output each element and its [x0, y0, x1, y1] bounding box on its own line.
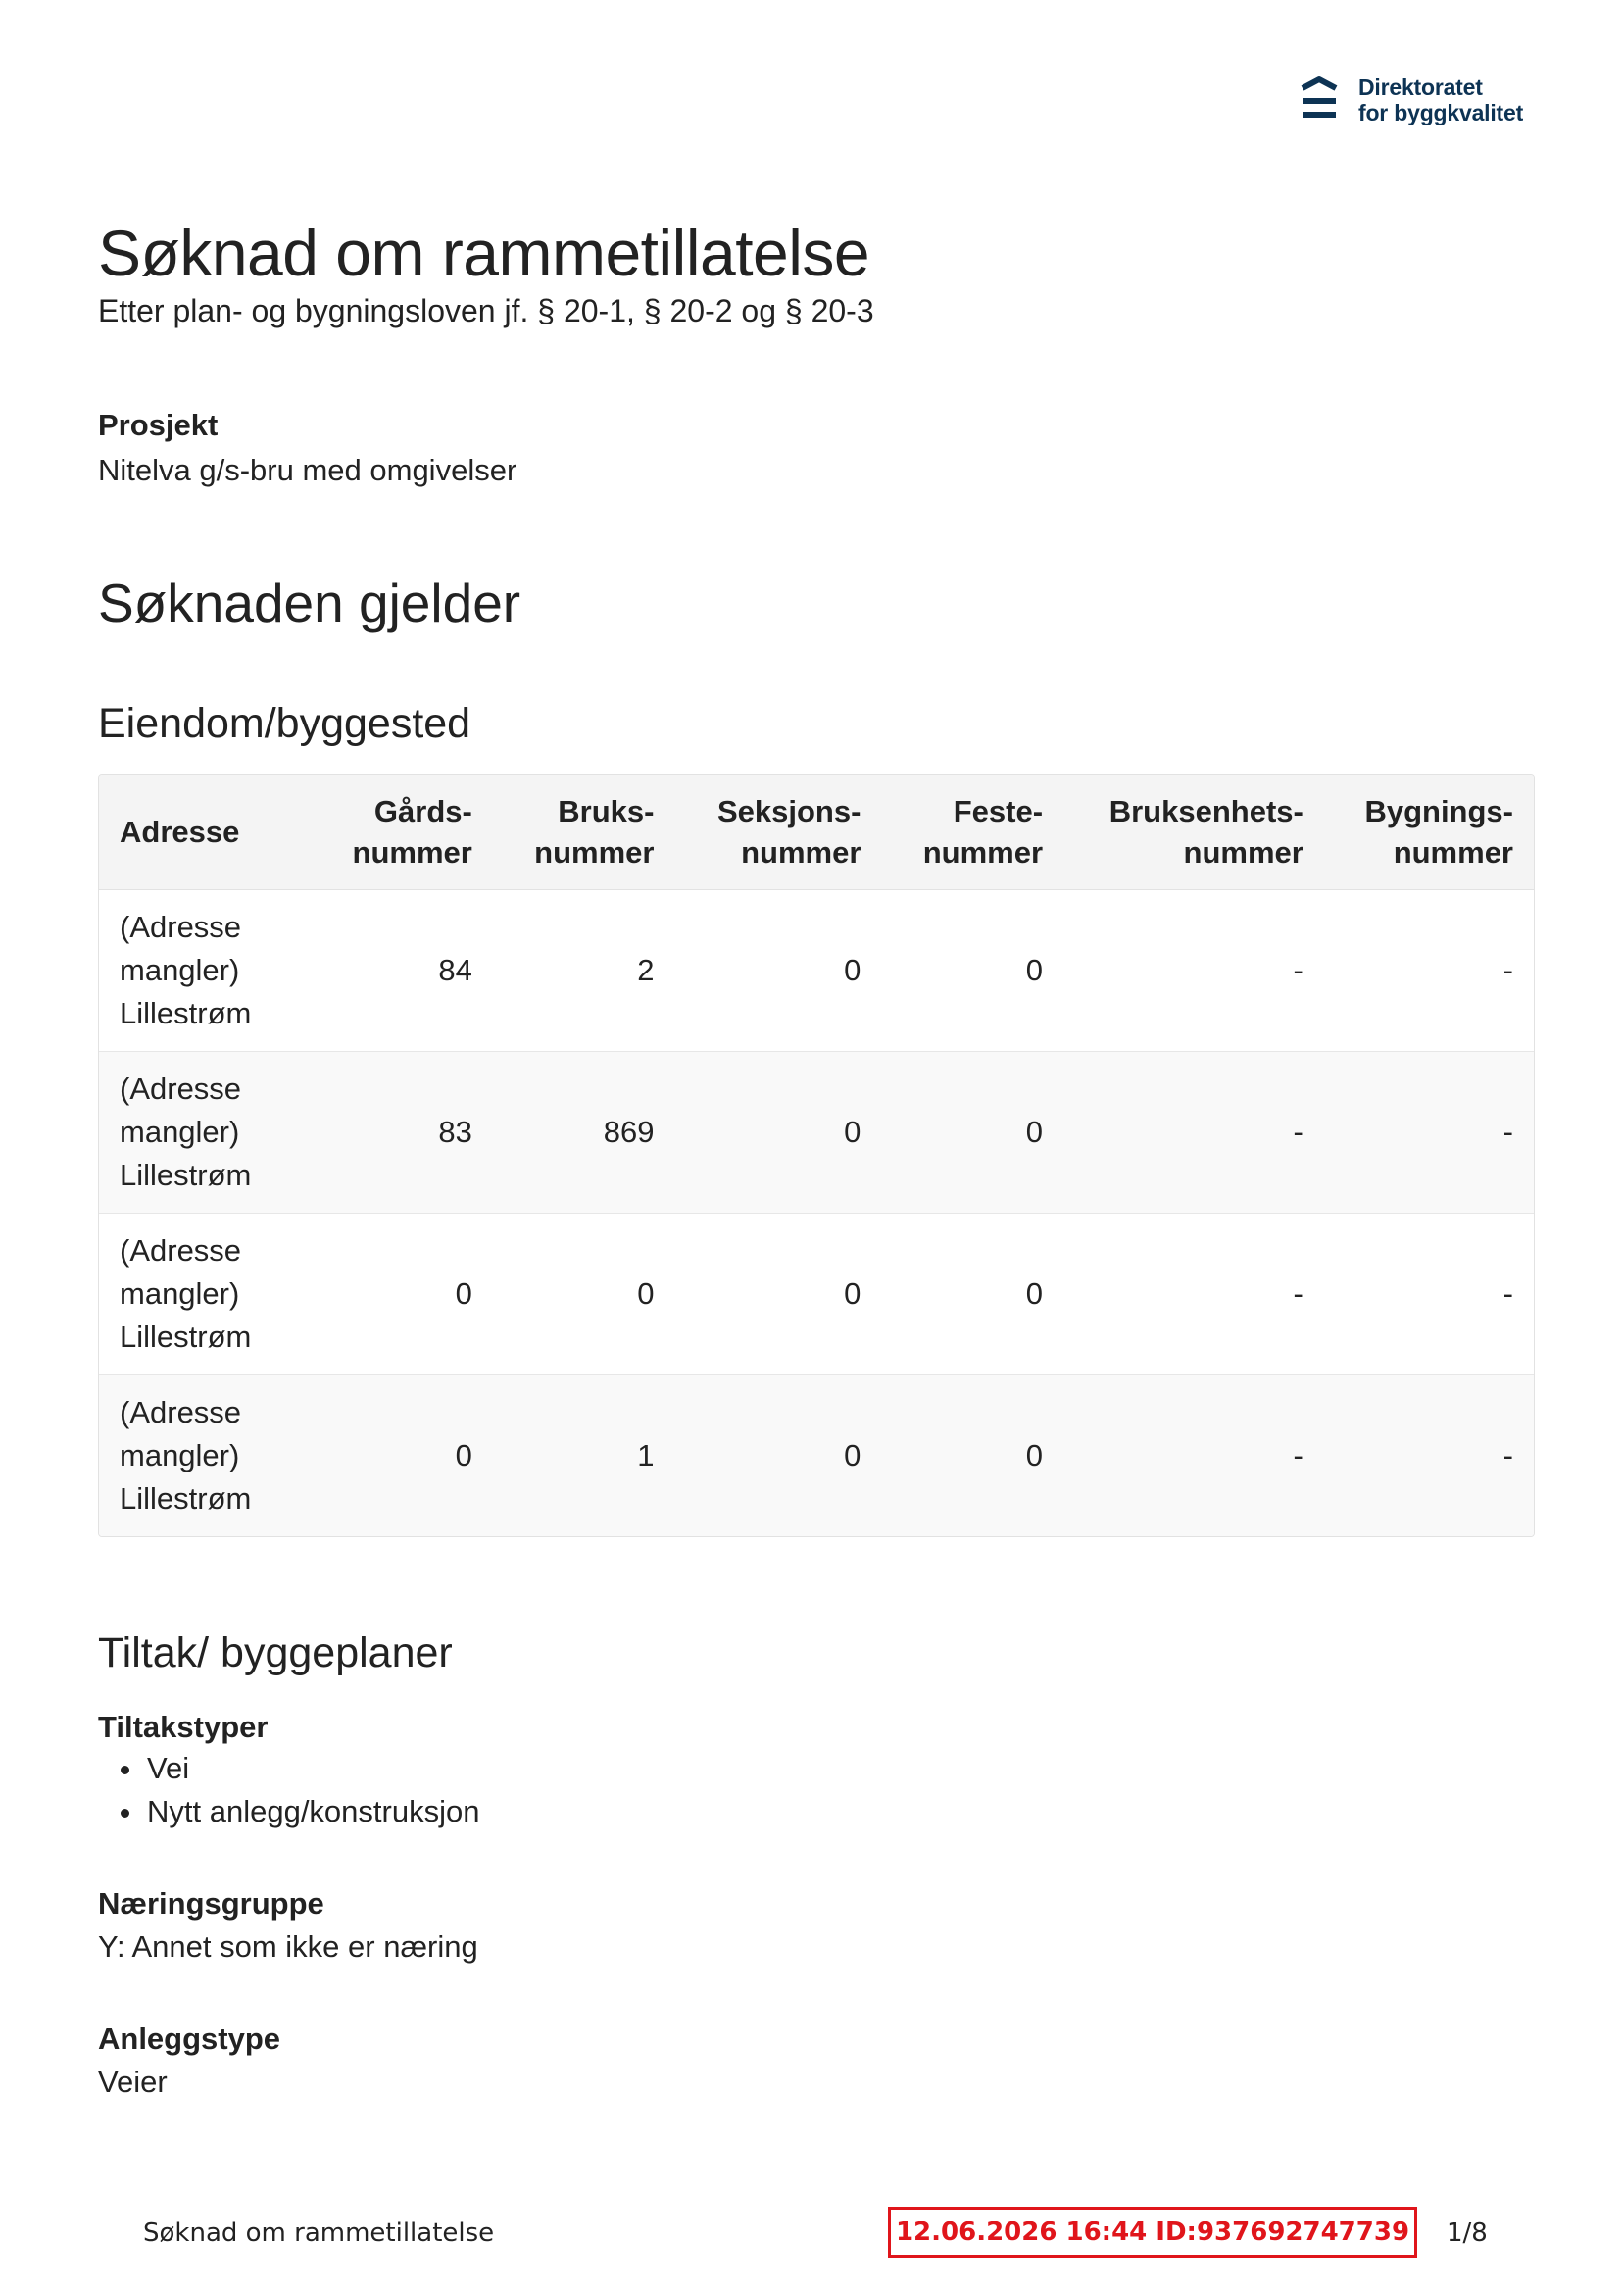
timestamp-id-stamp: 12.06.2026 16:44 ID:937692747739	[888, 2207, 1417, 2258]
col-header-bygning: Bygnings- nummer	[1324, 775, 1534, 890]
cell-fnr: 0	[881, 1375, 1063, 1537]
cell-address: (Adresse mangler) Lillestrøm	[99, 890, 306, 1052]
col-header-gnr: Gårds- nummer	[306, 775, 493, 890]
cell-address: (Adresse mangler) Lillestrøm	[99, 1214, 306, 1375]
col-header-snr: Seksjons- nummer	[674, 775, 881, 890]
cell-fnr: 0	[881, 890, 1063, 1052]
cell-snr: 0	[674, 1052, 881, 1214]
col-header-bruksenhet: Bruksenhets- nummer	[1063, 775, 1324, 890]
anleggstype-value: Veier	[98, 2065, 168, 2099]
table-row	[99, 1375, 1534, 1537]
anleggstype-label: Anleggstype	[98, 2021, 281, 2056]
naeringsgruppe-block	[98, 1884, 478, 1967]
logo-text	[1358, 75, 1523, 125]
naeringsgruppe-value: Y: Annet som ikke er næring	[98, 1929, 478, 1964]
col-header-fnr: Feste- nummer	[881, 775, 1063, 890]
project-label: Prosjekt	[98, 408, 219, 442]
cell-bnr: 0	[493, 1214, 675, 1375]
section-heading: Søknaden gjelder	[98, 573, 521, 633]
logo-line-1: Direktoratet	[1358, 75, 1483, 100]
project-value: Nitelva g/s-bru med omgivelser	[98, 453, 517, 487]
col-header-bnr: Bruks- nummer	[493, 775, 675, 890]
table-row	[99, 890, 1534, 1052]
cell-address: (Adresse mangler) Lillestrøm	[99, 1375, 306, 1537]
cell-snr: 0	[674, 1375, 881, 1537]
cell-bygning: -	[1324, 1375, 1534, 1537]
anleggstype-block	[98, 2020, 280, 2102]
col-header-address: Adresse	[99, 775, 306, 890]
cell-gnr: 84	[306, 890, 493, 1052]
page-subtitle: Etter plan- og bygningsloven jf. § 20-1, § 20-2 og § 20-3	[98, 293, 874, 328]
cell-bruksenhet: -	[1063, 1214, 1324, 1375]
cell-gnr: 0	[306, 1214, 493, 1375]
property-heading: Eiendom/byggested	[98, 700, 471, 747]
cell-bnr: 1	[493, 1375, 675, 1537]
tiltakstyper-block	[98, 1708, 479, 1833]
cell-bnr: 2	[493, 890, 675, 1052]
cell-bnr: 869	[493, 1052, 675, 1214]
list-item: • Vei	[145, 1747, 479, 1790]
footer-doc-title: Søknad om rammetillatelse	[143, 2219, 495, 2248]
cell-bygning: -	[1324, 1214, 1534, 1375]
cell-snr: 0	[674, 1214, 881, 1375]
cell-bruksenhet: -	[1063, 1375, 1324, 1537]
tiltak-heading: Tiltak/ byggeplaner	[98, 1629, 453, 1676]
list-item: • Nytt anlegg/konstruksjon	[145, 1790, 479, 1833]
cell-gnr: 0	[306, 1375, 493, 1537]
cell-snr: 0	[674, 890, 881, 1052]
naeringsgruppe-label: Næringsgruppe	[98, 1886, 324, 1921]
cell-address: (Adresse mangler) Lillestrøm	[99, 1052, 306, 1214]
cell-bygning: -	[1324, 890, 1534, 1052]
dibk-logo	[1300, 75, 1523, 125]
dibk-logo-icon	[1300, 75, 1339, 125]
logo-line-2: for byggkvalitet	[1358, 100, 1524, 125]
cell-fnr: 0	[881, 1052, 1063, 1214]
cell-fnr: 0	[881, 1214, 1063, 1375]
table-header-row	[99, 775, 1534, 890]
page-title: Søknad om rammetillatelse	[98, 217, 870, 289]
page-number: 1/8	[1447, 2219, 1488, 2248]
cell-bruksenhet: -	[1063, 1052, 1324, 1214]
property-table	[98, 774, 1535, 1537]
project-block	[98, 406, 516, 490]
table-row	[99, 1052, 1534, 1214]
cell-gnr: 83	[306, 1052, 493, 1214]
table-row	[99, 1214, 1534, 1375]
cell-bruksenhet: -	[1063, 890, 1324, 1052]
cell-bygning: -	[1324, 1052, 1534, 1214]
tiltakstyper-label: Tiltakstyper	[98, 1710, 269, 1744]
tiltakstyper-list	[98, 1747, 479, 1833]
